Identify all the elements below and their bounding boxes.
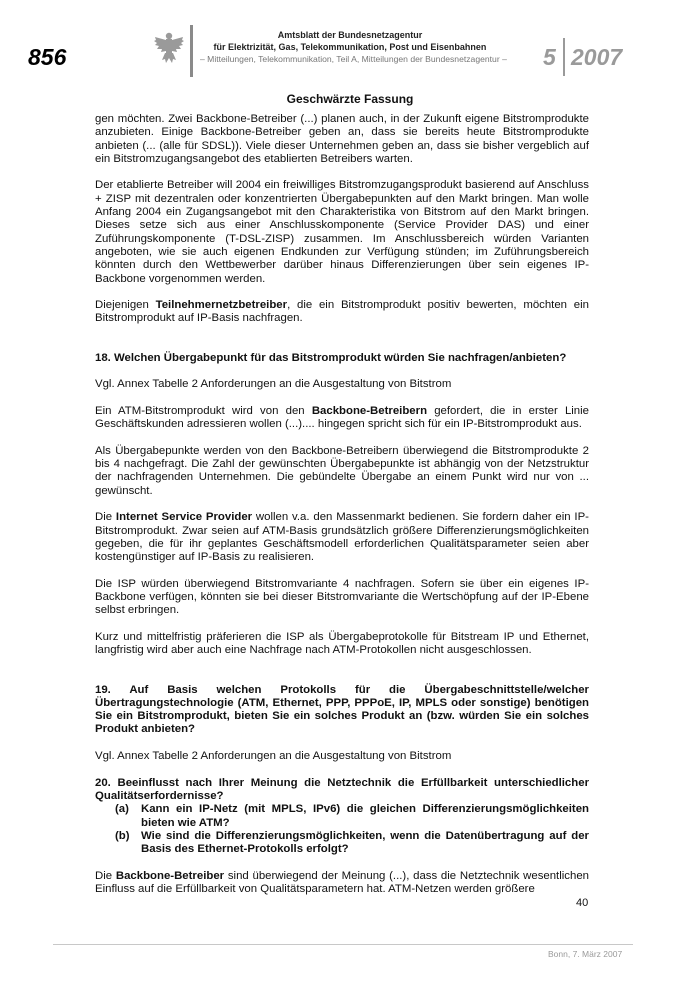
bold-term: Teilnehmernetzbetreiber (155, 299, 288, 312)
annex-reference: Vgl. Annex Tabelle 2 Anforderungen an die Ausgestaltung von Bitstrom (95, 750, 452, 763)
question-20b (115, 830, 589, 857)
subquestion-text: Kann ein IP-Netz (mit MPLS, IPv6) die gleichen Differenzierungsmöglichkeiten bieten wie ATM? (141, 803, 589, 829)
subquestion-text: Wie sind die Differenzierungsmöglichkeiten, wenn die Datenübertragung auf der Basis des Ethernet-Protokolls erfolgt? (141, 829, 589, 856)
paragraph (95, 405, 589, 432)
document-page-number: 40 (576, 897, 589, 909)
paragraph: Kurz und mittelfristig präferieren die ISP als Übergabeprotokolle für Bitstream IP und Ethernet, langfristig wird aber auch eine Nachfrage nach ATM-Protokollen nicht ausgeschlossen. (95, 630, 589, 657)
paragraph (95, 299, 589, 326)
question-20: 20. Beeinflusst nach Ihrer Meinung die Netztechnik die Erfüllbarkeit unterschiedlicher Qualitätserfordernisse? (95, 776, 589, 802)
paragraph: gen möchten. Zwei Backbone-Betreiber (...) planen auch, in der Zukunft eigene Bitstromprodukte anzubieten. Einige Backbone-Betreiber geben an, dass sie bereits heute Bitstromprodukte anbieten (... (alle für SDSL)). Viele dieser Unternehmen geben an, dass sie bisher vergeblich auf ein Bitstromzugangsangebot des etablierten Betreibers warten. (95, 113, 589, 165)
paragraph: Die ISP würden überwiegend Bitstromvariante 4 nachfragen. Sofern sie über ein eigenes IP-Backbone verfügen, könnten sie bei dieser Bitstromvariante die Wertschöpfung auf der IP-Ebene selbst erbringen. (95, 577, 589, 617)
issue-divider (563, 38, 565, 76)
text: Die (95, 869, 116, 882)
question-19: 19. Auf Basis welchen Protokolls für die Übergabeschnittstelle/welcher Übertragungstechnologie (ATM, Ethernet, PPP, PPPoE, IP, MPLS oder sonstige) benötigen Sie ein Bitstromprodukt, bieten Sie ein solches Produkt an (bzw. würden Sie ein solches Produkt anbieten? (95, 683, 589, 736)
question-20a (115, 803, 589, 830)
footer-divider (53, 944, 633, 945)
issue-year: 2007 (571, 44, 623, 70)
subquestion-label: (b) (115, 829, 130, 842)
publication-title (200, 29, 500, 53)
federal-eagle-icon (153, 30, 185, 66)
text: sind überwiegend der Meinung (...), dass die Netztechnik wesentlichen Einfluss auf die Erfüllbarkeit von Qualitätsparametern hat. ATM-Netzen werden größere (95, 869, 589, 896)
annex-reference: Vgl. Annex Tabelle 2 Anforderungen an die Ausgestaltung von Bitstrom (95, 378, 452, 391)
section-line: – Mitteilungen, Telekommunikation, Teil A, Mitteilungen der Bundesnetzagentur – (200, 54, 507, 64)
text: gefordert, die in erster Linie Geschäftskunden adressieren wollen (...).... hingegen spricht sich für ein IP-Bitstromprodukt aus. (95, 404, 590, 431)
paragraph (95, 511, 589, 564)
text: wollen v.a. den Massenmarkt bedienen. Sie fordern daher ein IP-Bitstromprodukt. Zwar seien auf ATM-Basis grundsätzlich größere Differenzierungsmöglichkeiten gegeben, die für ihr geplantes Geschäftsmodell erforderlichen Qualitätsparameter seien aber kostengünstiger auf IP-Basis zu realisieren. (95, 511, 589, 564)
paragraph (95, 870, 589, 897)
document-body (95, 113, 589, 910)
question-18: 18. Welchen Übergabepunkt für das Bitstromprodukt würden Sie nachfragen/anbieten? (95, 351, 567, 364)
bold-term: Backbone-Betreiber (115, 869, 225, 882)
document-title: Geschwärzte Fassung (286, 92, 414, 106)
paragraph: Der etablierte Betreiber will 2004 ein freiwilliges Bitstromzugangsprodukt basierend auf Anschluss + ZISP mit dezentralen oder konzentrierten Übergabepunkten auf den Markt bringen. Man wolle Anfang 2004 ein Zugangsangebot mit den Charakteristika von Bitstrom auf den Markt bringen. Dieses setze sich aus einer Anschlusskomponente (Service Provider DAS) und einer Zuführungskomponente (T-DSL-ZISP) zusammen. Im Anschlussbereich würden Varianten angeboten, wie sie auch eigenen Endkunden zur Verfügung stünden; im Zuführungsbereich könnten durch den Wettbewerber darüber hinaus Differenzierungen über sein eigenes IP-Backbone vorgenommen werden. (95, 179, 589, 285)
bold-term: Backbone-Betreibern (311, 404, 428, 417)
footer-date: Bonn, 7. März 2007 (548, 949, 623, 959)
text: Diejenigen (95, 299, 156, 312)
text: Ein ATM-Bitstromprodukt wird von den (95, 404, 312, 417)
publication-title-line1: Amtsblatt der Bundesnetzagentur (277, 30, 423, 40)
issue-number: 5 (543, 44, 556, 70)
header-divider (190, 25, 193, 77)
page-number: 856 (28, 44, 67, 70)
bold-term: Internet Service Provider (115, 511, 253, 524)
subquestion-label: (a) (115, 803, 129, 816)
text: , die ein Bitstromprodukt positiv bewerten, möchten ein Bitstromprodukt auf IP-Basis nachfragen. (95, 299, 589, 325)
text: Die (95, 511, 116, 524)
paragraph: Als Übergabepunkte werden von den Backbone-Betreibern überwiegend die Bitstromprodukte 2 bis 4 nachgefragt. Die Zahl der gewünschten Übergabepunkte ist abhängig von der Netzstruktur der nachfragenden Unternehmen. Die gebündelte Übergabe an einem Punkt wird nur von ... gewünscht. (95, 444, 589, 497)
publication-title-line2: für Elektrizität, Gas, Telekommunikation, Post und Eisenbahnen (213, 42, 487, 52)
